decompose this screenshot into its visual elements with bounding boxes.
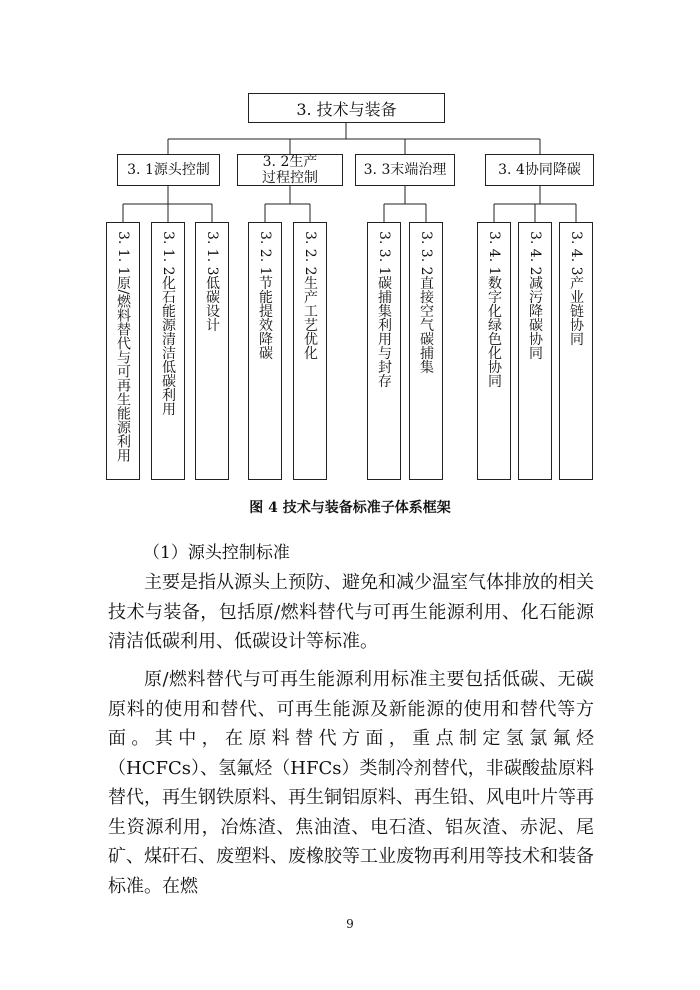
node-label: 3. 1源头控制 bbox=[127, 162, 210, 178]
node-3-3-1 bbox=[367, 222, 401, 480]
node-label: 3. 2生产过程控制 bbox=[262, 154, 318, 186]
node-3-4-3 bbox=[559, 222, 593, 480]
node-label: 3. 3末端治理 bbox=[363, 162, 447, 178]
node-label: 3. 1. 2化石能源清洁低碳利用 bbox=[160, 231, 176, 416]
node-3-1-3 bbox=[195, 222, 229, 480]
node-label: 3. 3. 2直接空气碳捕集 bbox=[418, 231, 434, 374]
node-end-treatment bbox=[355, 154, 455, 186]
node-3-2-2 bbox=[293, 222, 327, 480]
root-node-label: 3. 技术与装备 bbox=[296, 99, 397, 119]
paragraph-2 bbox=[108, 665, 594, 901]
section-heading: （1）源头控制标准 bbox=[143, 543, 290, 563]
figure-caption: 图 4 技术与装备标准子体系框架 bbox=[249, 500, 451, 516]
diagram-root-node bbox=[248, 93, 445, 123]
node-source-control bbox=[117, 154, 220, 186]
node-label: 3. 4. 2减污降碳协同 bbox=[527, 231, 543, 360]
node-label: 3. 4. 1数字化绿色化协同 bbox=[486, 231, 502, 388]
paragraph-text: 原/燃料替代与可再生能源利用标准主要包括低碳、无碳原料的使用和替代、可再生能源及新能源的使用和替代等方面。其中，在原料替代方面，重点制定氢氯氟烃（HCFCs）、氢氟烃（HFCs）类制冷剂替代，非碳酸盐原料替代，再生钢铁原料、再生铜铝原料、再生铅、风电叶片等再生资源利用，冶炼渣、焦油渣、电石渣、铝灰渣、赤泥、尾矿、煤矸石、废塑料、废橡胶等工业废物再利用等技术和装备标准。在燃 bbox=[108, 669, 594, 897]
page-number: 9 bbox=[346, 917, 354, 931]
node-label: 3. 4协同降碳 bbox=[498, 162, 581, 178]
node-label: 3. 1. 3低碳设计 bbox=[204, 231, 220, 332]
node-label: 3. 2. 2生产工艺优化 bbox=[302, 231, 318, 360]
node-3-3-2 bbox=[409, 222, 443, 480]
node-label: 3. 2. 1节能提效降碳 bbox=[257, 231, 273, 360]
node-3-4-2 bbox=[518, 222, 552, 480]
node-synergy-reduction bbox=[485, 154, 594, 186]
node-label: 3. 4. 3产业链协同 bbox=[568, 231, 584, 346]
paragraph-1 bbox=[108, 568, 594, 657]
paragraph-text: 主要是指从源头上预防、避免和减少温室气体排放的相关技术与装备，包括原/燃料替代与可再生能源利用、化石能源清洁低碳利用、低碳设计等标准。 bbox=[108, 572, 594, 652]
node-process-control bbox=[237, 154, 343, 186]
node-3-1-1 bbox=[106, 222, 140, 480]
node-3-4-1 bbox=[477, 222, 511, 480]
node-label: 3. 3. 1碳捕集利用与封存 bbox=[376, 231, 392, 388]
node-3-1-2 bbox=[151, 222, 185, 480]
node-label: 3. 1. 1原/燃料替代与可再生能源利用 bbox=[115, 231, 131, 463]
node-3-2-1 bbox=[248, 222, 282, 480]
